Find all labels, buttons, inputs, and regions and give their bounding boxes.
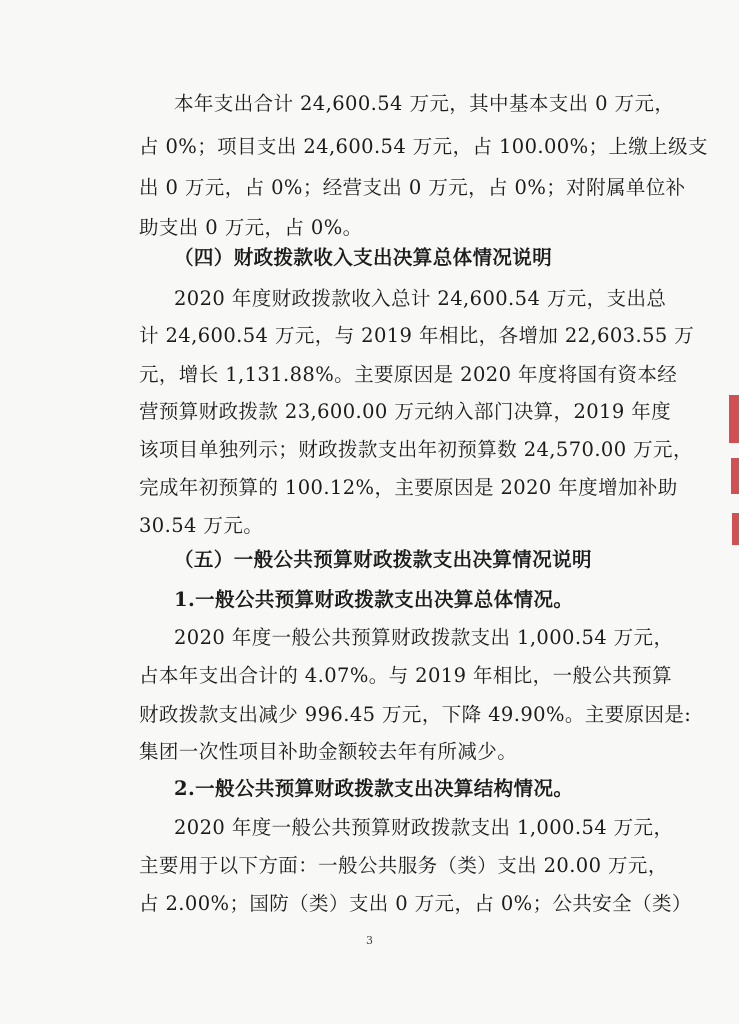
paragraph-line: 2020 年度财政拨款收入总计 24,600.54 万元，支出总 [174, 287, 667, 310]
subsection-heading-1: 1.一般公共预算财政拨款支出决算总体情况。 [174, 588, 574, 611]
paragraph-line: 占本年支出合计的 4.07%。与 2019 年相比，一般公共预算 [139, 664, 672, 687]
paragraph-line: 2020 年度一般公共预算财政拨款支出 1,000.54 万元， [174, 626, 674, 649]
page-number: 3 [366, 934, 373, 947]
paragraph-line: 元，增长 1,131.88%。主要原因是 2020 年度将国有资本经 [139, 363, 678, 386]
paragraph-line: 营预算财政拨款 23,600.00 万元纳入部门决算，2019 年度 [139, 400, 672, 423]
paragraph-line: 助支出 0 万元，占 0%。 [139, 216, 363, 239]
paragraph-line: 计 24,600.54 万元，与 2019 年相比，各增加 22,603.55 万 [139, 324, 695, 347]
paragraph-line: 占 2.00%；国防（类）支出 0 万元，占 0%；公共安全（类） [139, 892, 692, 915]
seal-edge-fragment [731, 458, 739, 494]
paragraph-line: 占 0%；项目支出 24,600.54 万元，占 100.00%；上缴上级支 [139, 135, 708, 158]
seal-edge-fragment [729, 395, 739, 443]
paragraph-line: 财政拨款支出减少 996.45 万元，下降 49.90%。主要原因是: [139, 703, 692, 726]
subsection-heading-2: 2.一般公共预算财政拨款支出决算结构情况。 [174, 777, 574, 800]
seal-edge-fragment [732, 513, 739, 545]
paragraph-line: 该项目单独列示；财政拨款支出年初预算数 24,570.00 万元， [139, 438, 693, 461]
paragraph-line: 出 0 万元，占 0%；经营支出 0 万元，占 0%；对附属单位补 [139, 176, 686, 199]
section-heading-4: （四）财政拨款收入支出决算总体情况说明 [174, 246, 553, 269]
section-heading-5: （五）一般公共预算财政拨款支出决算情况说明 [174, 548, 592, 571]
paragraph-line: 本年支出合计 24,600.54 万元，其中基本支出 0 万元， [174, 92, 675, 115]
paragraph-line: 集团一次性项目补助金额较去年有所减少。 [139, 740, 518, 763]
paragraph-line: 2020 年度一般公共预算财政拨款支出 1,000.54 万元， [174, 816, 674, 839]
paragraph-line: 30.54 万元。 [139, 514, 264, 537]
paragraph-line: 完成年初预算的 100.12%，主要原因是 2020 年度增加补助 [139, 476, 678, 499]
paragraph-line: 主要用于以下方面：一般公共服务（类）支出 20.00 万元， [139, 854, 668, 877]
